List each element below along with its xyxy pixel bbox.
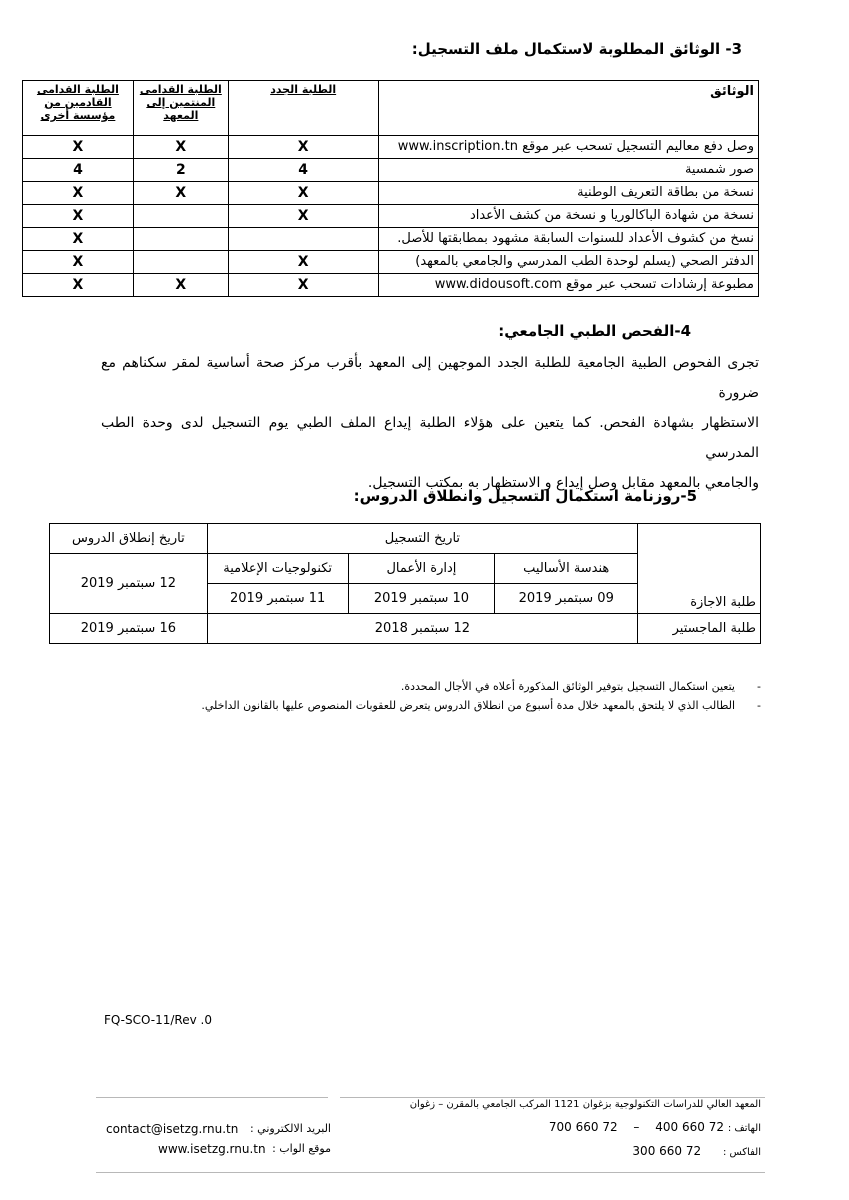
license-course-start: 12 سبتمبر 2019 [50, 554, 208, 614]
email-line [106, 1122, 331, 1142]
calendar-header-row [50, 524, 761, 554]
section-5-title: 5-روزنامة استكمال التسجيل وانطلاق الدروس: [353, 487, 697, 505]
cell-returning: X [133, 136, 228, 159]
cell-new: X [228, 205, 378, 228]
table-row [23, 205, 759, 228]
calendar-table [49, 523, 761, 644]
cell-transfer: 4 [23, 159, 134, 182]
note-text: الطالب الذي لا يلتحق بالمعهد خلال مدة أسبوع من انطلاق الدروس يتعرض للعقوبات المنصوص عليها بالقانون الداخلي. [201, 699, 735, 712]
cell-transfer: X [23, 182, 134, 205]
notes-list [101, 677, 761, 715]
cell-new: X [228, 136, 378, 159]
cell-transfer: X [23, 274, 134, 297]
cell-returning: X [133, 274, 228, 297]
program-business: إدارة الأعمال [348, 554, 495, 584]
cell-document: نسخة من بطاقة التعريف الوطنية [378, 182, 758, 205]
cell-new: X [228, 274, 378, 297]
table-row [23, 136, 759, 159]
fax-line [431, 1144, 761, 1168]
section-3-title: 3- الوثائق المطلوبة لاستكمال ملف التسجيل: [411, 40, 742, 58]
calendar-master-row [50, 614, 761, 644]
website-value: www.isetzg.rnu.tn [158, 1142, 266, 1156]
phone-label: الهاتف : [727, 1123, 761, 1134]
cell-document: وصل دفع معاليم التسجيل تسحب عبر موقع www.inscription.tn [378, 136, 758, 159]
cell-document: الدفتر الصحي (يسلم لوحدة الطب المدرسي والجامعي بالمعهد) [378, 251, 758, 274]
cell-new: X [228, 251, 378, 274]
phone-2: 72 660 700 [548, 1120, 618, 1134]
course-start-header: تاريخ إنطلاق الدروس [50, 524, 208, 554]
cell-returning [133, 205, 228, 228]
website-label: موقع الواب : [272, 1142, 331, 1155]
table-row [23, 159, 759, 182]
cell-new: 4 [228, 159, 378, 182]
header-transfer-students: الطلبة القدامى القادمين من مؤسسة أخرى [23, 81, 134, 136]
license-date-methods: 09 سبتمبر 2019 [495, 584, 638, 614]
master-students-label: طلبة الماجستير [638, 614, 761, 644]
paragraph-line: والجامعي بالمعهد مقابل وصل إيداع و الاستظهار به بمكتب التسجيل. [367, 475, 759, 491]
cell-document: نسخة من شهادة الباكالوريا و نسخة من كشف الأعداد [378, 205, 758, 228]
cell-returning: X [133, 182, 228, 205]
footer-divider-left [96, 1097, 328, 1098]
fax-value: 72 660 300 [632, 1144, 702, 1158]
master-registration-date: 12 سبتمبر 2018 [207, 614, 637, 644]
cell-new: X [228, 182, 378, 205]
paragraph-line: الاستظهار بشهادة الفحص. كما يتعين على هؤلاء الطلبة إيداع الملف الطبي يوم التسجيل لدى وحدة الطب المدرسي [101, 415, 759, 461]
cell-transfer: X [23, 136, 134, 159]
cell-returning: 2 [133, 159, 228, 182]
license-date-business: 10 سبتمبر 2019 [348, 584, 495, 614]
form-reference: FQ-SCO-11/Rev .0 [104, 1013, 212, 1027]
footer-phones [431, 1120, 761, 1168]
medical-exam-paragraph [101, 348, 759, 498]
cell-new [228, 228, 378, 251]
phone-line [431, 1120, 761, 1144]
footer-divider-right [340, 1097, 765, 1098]
cell-document: نسخ من كشوف الأعداد للسنوات السابقة مشهود بمطابقتها للأصل. [378, 228, 758, 251]
documents-table [22, 80, 759, 297]
table-row [23, 251, 759, 274]
master-course-start: 16 سبتمبر 2019 [50, 614, 208, 644]
cell-transfer: X [23, 228, 134, 251]
header-new-students: الطلبة الجدد [228, 81, 378, 136]
cell-document: مطبوعة إرشادات تسحب عبر موقع www.didousoft.com [378, 274, 758, 297]
footer-divider-bottom [96, 1172, 765, 1173]
phone-separator: – [633, 1120, 640, 1134]
list-item: -الطالب الذي لا يلتحق بالمعهد خلال مدة أسبوع من انطلاق الدروس يتعرض للعقوبات المنصوص عليها بالقانون الداخلي. [201, 699, 761, 712]
note-text: يتعين استكمال التسجيل بتوفير الوثائق المذكورة أعلاه في الأجال المحددة. [400, 680, 735, 693]
documents-table-header [23, 81, 759, 136]
email-value: contact@isetzg.rnu.tn [106, 1122, 239, 1136]
program-methods-engineering: هندسة الأساليب [495, 554, 638, 584]
cell-returning [133, 251, 228, 274]
table-row [23, 182, 759, 205]
website-line [106, 1142, 331, 1162]
paragraph-line: تجرى الفحوص الطبية الجامعية للطلبة الجدد الموجهين إلى المعهد بأقرب مركز صحة أساسية لمقر سكناهم مع ضرورة [101, 355, 759, 401]
table-row [23, 228, 759, 251]
institute-address: المعهد العالي للدراسات التكنولوجية بزغوان 1121 المركب الجامعي بالمقرن – زغوان [409, 1099, 761, 1110]
table-row [23, 274, 759, 297]
program-it: تكنولوجيات الإعلامية [207, 554, 348, 584]
email-label: البريد الالكتروني : [249, 1122, 331, 1135]
footer-contact [106, 1122, 331, 1162]
fax-label: الفاكس : [723, 1147, 761, 1158]
cell-transfer: X [23, 205, 134, 228]
license-students-label: طلبة الاجازة [638, 524, 761, 614]
cell-transfer: X [23, 251, 134, 274]
phone-1: 72 660 400 [655, 1120, 724, 1134]
list-item: -يتعين استكمال التسجيل بتوفير الوثائق المذكورة أعلاه في الأجال المحددة. [400, 680, 761, 693]
header-returning-students: الطلبة القدامى المنتمين إلى المعهد [133, 81, 228, 136]
cell-returning [133, 228, 228, 251]
header-documents: الوثائق [378, 81, 758, 136]
license-date-it: 11 سبتمبر 2019 [207, 584, 348, 614]
section-4-title: 4-الفحص الطبي الجامعي: [498, 322, 691, 340]
registration-date-header: تاريخ التسجيل [207, 524, 637, 554]
cell-document: صور شمسية [378, 159, 758, 182]
